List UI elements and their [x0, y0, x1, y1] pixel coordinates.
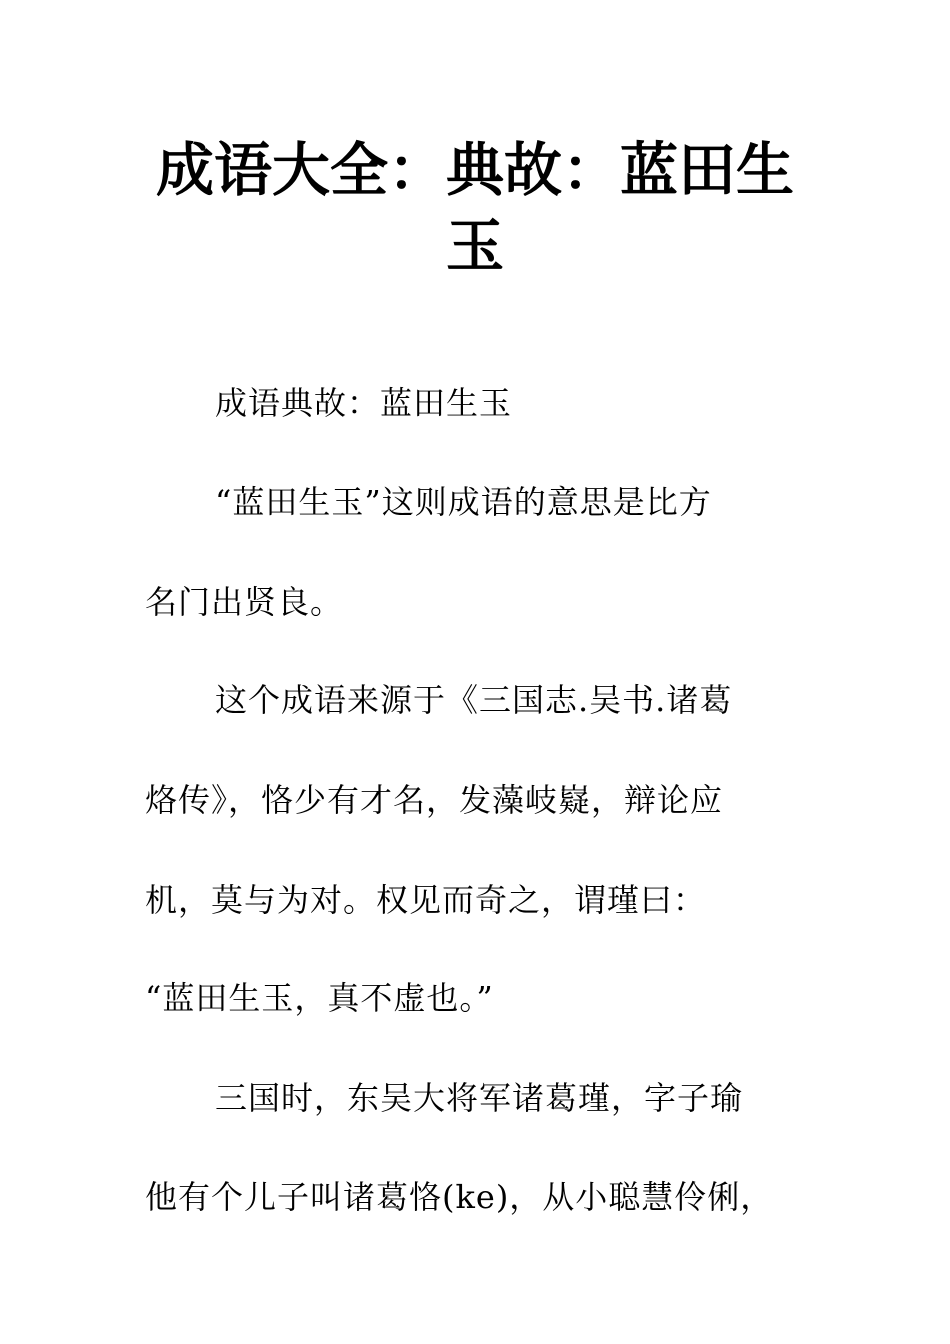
- title-line-1: 成语大全：典故：蓝田生: [155, 136, 794, 204]
- document-title: [140, 132, 810, 284]
- body-line: 这个成语来源于《三国志.吴书.诸葛: [215, 681, 733, 719]
- body-line: 名门出贤良。: [145, 583, 344, 621]
- body-line: 烙传》，恪少有才名，发藻岐嶷，辩论应: [145, 781, 724, 819]
- body-line: “蓝田生玉”这则成语的意思是比方: [215, 483, 712, 521]
- body-line: 机，莫与为对。权见而奇之，谓瑾曰：: [145, 881, 707, 919]
- subheading-line: 成语典故：蓝田生玉: [215, 384, 513, 422]
- body-line: 三国时，东吴大将军诸葛瑾，字子瑜: [215, 1079, 744, 1117]
- body-line: 他有个儿子叫诸葛恪(ke)，从小聪慧伶俐，: [145, 1178, 774, 1216]
- body-line: “蓝田生玉，真不虚也。”: [145, 979, 494, 1017]
- title-line-2: 玉: [445, 212, 504, 280]
